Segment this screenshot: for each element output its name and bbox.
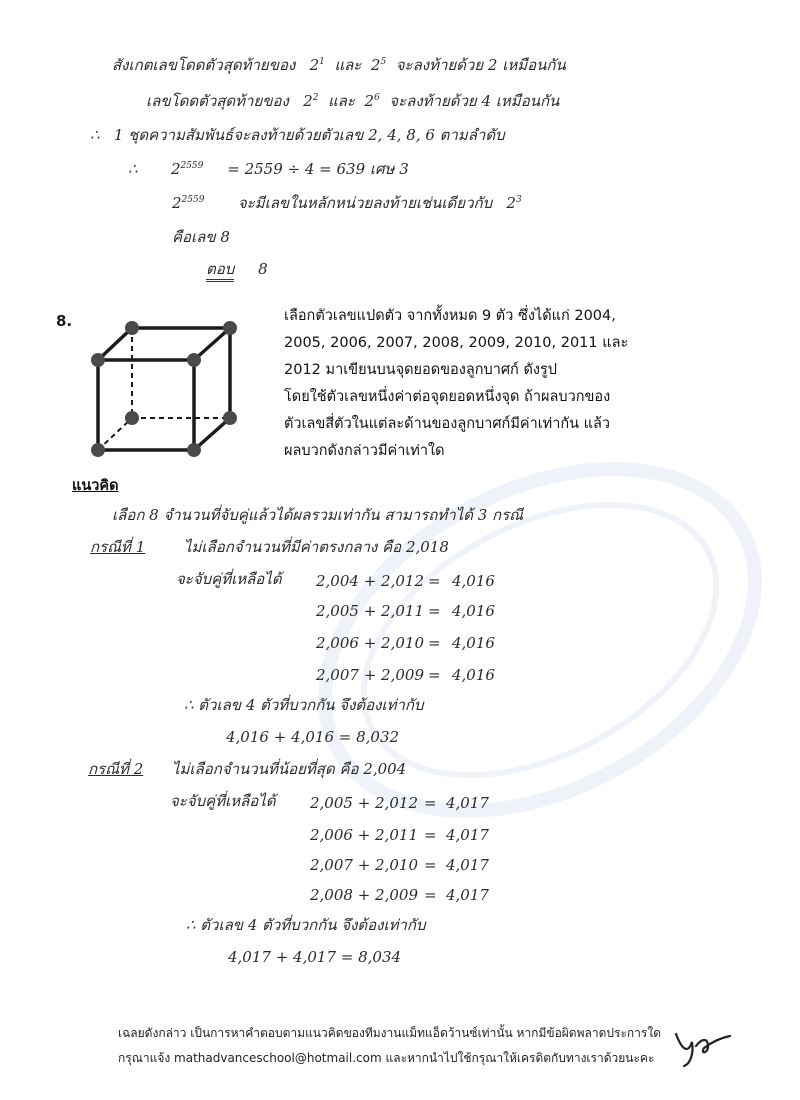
top-line-2-text: เลขโดดตัวสุดท้ายของ <box>146 92 289 110</box>
case-2-pair-result: 4,017 <box>446 856 489 874</box>
case-2-pair-expr: 2,005 + 2,012 <box>310 794 418 812</box>
question-line: ตัวเลขสี่ตัวในแต่ละด้านของลูกบาศก์มีค่าเท่ากัน แล้ว <box>284 416 611 432</box>
power-exp: 2559 <box>180 161 204 171</box>
question-line: โดยใช้ตัวเลขหนึ่งค่าต่อจุดยอดหนึ่งจุด ถ้าผลบวกของ <box>284 389 611 405</box>
case-2-conclusion: ∴ ตัวเลข 4 ตัวที่บวกกัน จึงต้องเท่ากับ <box>186 916 426 934</box>
question-line: 2005, 2006, 2007, 2008, 2009, 2010, 2011 และ <box>284 335 629 351</box>
equals-sign: = <box>428 634 441 652</box>
cube-vertex <box>223 411 237 425</box>
top-line-6: คือเลข 8 <box>172 228 230 246</box>
top-line-1-text: สังเกตเลขโดดตัวสุดท้ายของ <box>112 56 296 74</box>
solution-intro: เลือก 8 จำนวนที่จับคู่แล้วได้ผลรวมเท่ากัน สามารถทำได้ 3 กรณี <box>112 506 524 524</box>
case-1-pair-result: 4,016 <box>452 666 495 684</box>
case-2-text: ไม่เลือกจำนวนที่น้อยที่สุด คือ 2,004 <box>172 760 407 778</box>
case-1-label: กรณีที่ 1 <box>90 538 146 556</box>
case-1-pair-label: จะจับคู่ที่เหลือได้ <box>176 570 282 588</box>
cube-figure <box>86 318 246 463</box>
cube-vertex <box>187 443 201 457</box>
top-line-2 <box>146 94 559 109</box>
case-2-pair-expr: 2,007 + 2,010 <box>310 856 418 874</box>
answer-line <box>206 262 268 277</box>
case-1-pair-expr: 2,005 + 2,011 <box>316 602 424 620</box>
answer-value: 8 <box>258 260 268 278</box>
cube-vertex <box>223 321 237 335</box>
case-2-pair-label: จะจับคู่ที่เหลือได้ <box>170 792 276 810</box>
power-base: 2 <box>303 92 313 110</box>
power-exp: 6 <box>374 93 380 103</box>
power-base: 2 <box>364 92 375 110</box>
top-line-3 <box>90 128 505 143</box>
question-line: 2012 มาเขียนบนจุดยอดของลูกบาศก์ ดังรูป <box>284 362 557 378</box>
equals-sign: = <box>428 602 441 620</box>
cube-vertex <box>91 443 105 457</box>
case-1-pair-expr: 2,004 + 2,012 <box>316 572 424 590</box>
division-text: = 2559 ÷ 4 = 639 เศษ 3 <box>227 160 409 178</box>
therefore-symbol: ∴ <box>90 126 100 144</box>
case-1-pair-result: 4,016 <box>452 602 495 620</box>
power-base: 2 <box>309 56 320 74</box>
top-line-3-text: 1 ชุดความสัมพันธ์จะลงท้ายด้วยตัวเลข 2, 4, 8, 6 ตามลำดับ <box>113 126 505 144</box>
case-2-pair-result: 4,017 <box>446 826 489 844</box>
top-line-4 <box>128 162 409 177</box>
solution-heading: แนวคิด <box>72 478 119 494</box>
case-2-pair-result: 4,017 <box>446 794 489 812</box>
equals-sign: = <box>424 826 437 844</box>
equals-sign: = <box>424 886 437 904</box>
footer-disclaimer: เฉลยดังกล่าว เป็นการหาคำตอบตามแนวคิดของทีมงานแม็ทแอ็ดว้านซ์เท่านั้น หากมีข้อผิดพลาดประการใด <box>118 1026 661 1040</box>
and-word: และ <box>328 92 355 110</box>
question-number: 8. <box>56 312 73 330</box>
cube-vertex <box>91 353 105 367</box>
case-1-sum: 4,016 + 4,016 = 8,032 <box>226 728 400 746</box>
case-2-label: กรณีที่ 2 <box>88 760 144 778</box>
power-base: 2 <box>170 160 181 178</box>
therefore-symbol: ∴ <box>128 160 138 178</box>
top-line-5-text: จะมีเลขในหลักหน่วยลงท้ายเช่นเดียวกับ <box>237 194 493 212</box>
power-exp: 2559 <box>181 195 205 205</box>
power-exp: 1 <box>319 57 325 67</box>
question-line: ผลบวกดังกล่าวมีค่าเท่าใด <box>284 443 445 459</box>
power-base: 2 <box>370 56 381 74</box>
power-exp: 3 <box>515 195 522 205</box>
equals-sign: = <box>424 794 437 812</box>
case-1-text: ไม่เลือกจำนวนที่มีค่าตรงกลาง คือ 2,018 <box>184 538 449 556</box>
power-exp: 5 <box>380 57 387 67</box>
case-2-pair-expr: 2,006 + 2,011 <box>310 826 418 844</box>
cube-vertex <box>187 353 201 367</box>
footer-contact: กรุณาแจ้ง mathadvanceschool@hotmail.com และหากนำไปใช้กรุณาให้เครดิตกับทางเราด้วยนะคะ <box>118 1051 655 1065</box>
top-line-1 <box>112 58 566 73</box>
case-2-pair-expr: 2,008 + 2,009 <box>310 886 418 904</box>
equals-sign: = <box>428 666 441 684</box>
case-1-pair-result: 4,016 <box>452 634 495 652</box>
cube-vertex <box>125 411 139 425</box>
and-word: และ <box>334 56 362 74</box>
equals-sign: = <box>424 856 437 874</box>
case-2-pair-result: 4,017 <box>446 886 489 904</box>
case-1-pair-expr: 2,006 + 2,010 <box>316 634 424 652</box>
power-base: 2 <box>172 194 182 212</box>
case-1-pair-result: 4,016 <box>452 572 495 590</box>
equals-sign: = <box>428 572 441 590</box>
case-1-pair-expr: 2,007 + 2,009 <box>316 666 424 684</box>
case-1-conclusion: ∴ ตัวเลข 4 ตัวที่บวกกัน จึงต้องเท่ากับ <box>184 696 424 714</box>
answer-label: ตอบ <box>206 260 234 282</box>
power-base: 2 <box>506 194 516 212</box>
top-line-2-tail: จะลงท้ายด้วย 4 เหมือนกัน <box>389 92 560 110</box>
top-line-1-tail: จะลงท้ายด้วย 2 เหมือนกัน <box>395 56 566 74</box>
question-line: เลือกตัวเลขแปดตัว จากทั้งหมด 9 ตัว ซึ่งได้แก่ 2004, <box>284 308 616 324</box>
cube-vertex <box>125 321 139 335</box>
top-line-5 <box>172 196 522 211</box>
power-exp: 2 <box>312 93 319 103</box>
case-2-sum: 4,017 + 4,017 = 8,034 <box>228 948 402 966</box>
handwritten-signature <box>672 1024 736 1068</box>
